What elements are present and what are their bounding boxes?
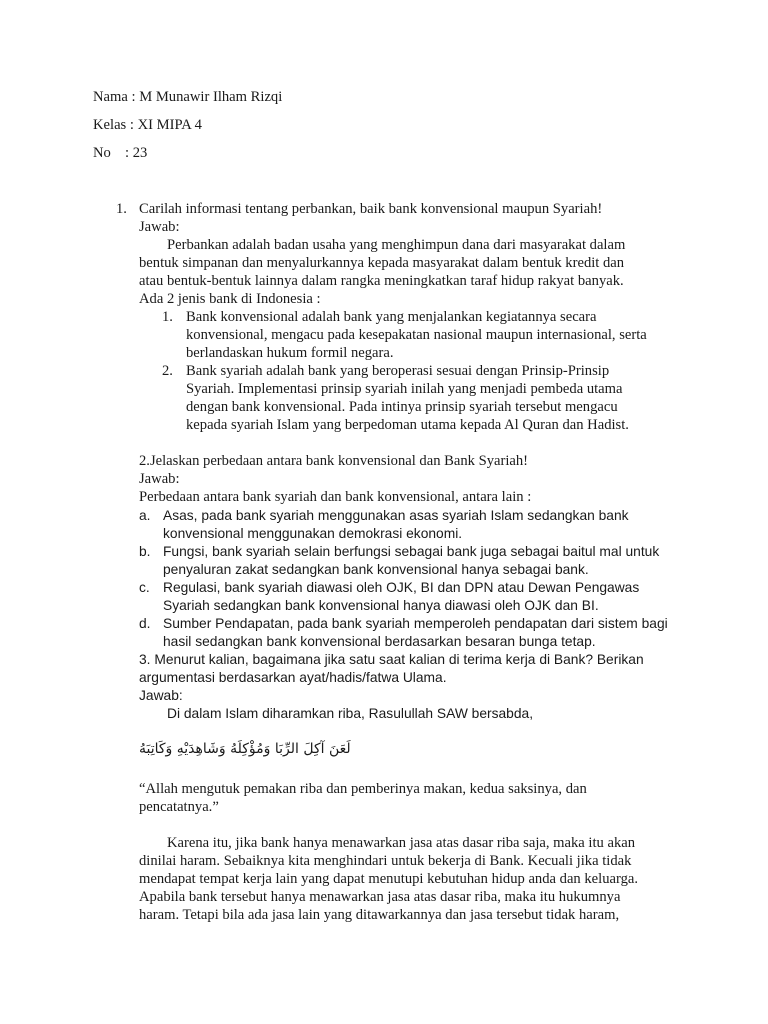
q1-item-number: 2. bbox=[162, 363, 173, 379]
q1-paragraph-line: atau bentuk-bentuk lainnya dalam rangka meningkatkan taraf hidup rakyat banyak. bbox=[139, 273, 624, 289]
q1-item-line: Syariah. Implementasi prinsip syariah inilah yang menjadi pembeda utama bbox=[186, 381, 623, 397]
q1-item-line: berlandaskan hukum formil negara. bbox=[186, 345, 394, 361]
q2-question: 2.Jelaskan perbedaan antara bank konvensional dan Bank Syariah! bbox=[139, 453, 529, 469]
q3-quote-line: pencatatnya.” bbox=[139, 799, 219, 815]
q3-quote-line: “Allah mengutuk pemakan riba dan pemberinya makan, kedua saksinya, dan bbox=[139, 781, 587, 797]
q1-item-line: Bank konvensional adalah bank yang menjalankan kegiatannya secara bbox=[186, 309, 597, 325]
q2-item-line: penyaluran zakat sedangkan bank konvensional hanya sebagai bank. bbox=[163, 562, 589, 577]
q1-item-line: konvensional, mengacu pada kesepakatan nasional maupun internasional, serta bbox=[186, 327, 647, 343]
q1-number: 1. bbox=[116, 201, 127, 217]
q1-item-number: 1. bbox=[162, 309, 173, 325]
q3-question-line: argumentasi berdasarkan ayat/hadis/fatwa Ulama. bbox=[139, 670, 447, 685]
q1-item-line: kepada syariah Islam yang berpedoman utama kepada Al Quran dan Hadist. bbox=[186, 417, 629, 433]
q3-arabic-hadith: لَعَنَ آكِلَ الرِّبَا وَمُؤْكِلَهُ وَشَاهِدَيْهِ وَكَاتِبَهُ bbox=[139, 741, 351, 757]
q2-intro: Perbedaan antara bank syariah dan bank konvensional, antara lain : bbox=[139, 489, 532, 505]
q2-item-letter: c. bbox=[139, 580, 150, 595]
q3-jawab-label: Jawab: bbox=[139, 688, 183, 703]
q3-paragraph-line: dinilai haram. Sebaiknya kita menghindari untuk bekerja di Bank. Kecuali jika tidak bbox=[139, 853, 632, 869]
q2-jawab-label: Jawab: bbox=[139, 471, 180, 487]
q2-item-line: Syariah sedangkan bank konvensional hanya diawasi oleh OJK dan BI. bbox=[163, 598, 599, 613]
q1-item-line: Bank syariah adalah bank yang beroperasi sesuai dengan Prinsip-Prinsip bbox=[186, 363, 610, 379]
q3-question-line: 3. Menurut kalian, bagaimana jika satu saat kalian di terima kerja di Bank? Berikan bbox=[139, 652, 644, 667]
q2-item-letter: d. bbox=[139, 616, 151, 631]
q2-item-line: hasil sedangkan bank konvensional berdasarkan besaran bunga tetap. bbox=[163, 634, 596, 649]
student-number-label: No bbox=[93, 145, 111, 161]
q1-paragraph-line: bentuk simpanan dan menyalurkannya kepada masyarakat dalam bentuk kredit dan bbox=[139, 255, 625, 271]
q1-jawab-label: Jawab: bbox=[139, 219, 180, 235]
q2-item-line: Regulasi, bank syariah diawasi oleh OJK, BI dan DPN atau Dewan Pengawas bbox=[163, 580, 640, 595]
q2-item-line: konvensional menggunakan demokrasi ekonomi. bbox=[163, 526, 463, 541]
q2-item-line: Sumber Pendapatan, pada bank syariah memperoleh pendapatan dari sistem bagi bbox=[163, 616, 668, 631]
q1-bank-types-intro: Ada 2 jenis bank di Indonesia : bbox=[139, 291, 321, 307]
q3-paragraph-line: Karena itu, jika bank hanya menawarkan jasa atas dasar riba saja, maka itu akan bbox=[167, 835, 636, 851]
student-name: Nama : M Munawir Ilham Rizqi bbox=[93, 89, 283, 105]
q2-item-line: Fungsi, bank syariah selain berfungsi sebagai bank juga sebagai baitul mal untuk bbox=[163, 544, 660, 559]
q3-paragraph-line: haram. Tetapi bila ada jasa lain yang ditawarkannya dan jasa tersebut tidak haram, bbox=[139, 907, 620, 923]
student-number bbox=[93, 144, 147, 162]
q3-hadith-intro: Di dalam Islam diharamkan riba, Rasulullah SAW bersabda, bbox=[167, 706, 534, 721]
student-class: Kelas : XI MIPA 4 bbox=[93, 117, 202, 133]
q1-item-line: dengan bank konvensional. Pada intinya prinsip syariah tersebut mengacu bbox=[186, 399, 618, 415]
q2-item-line: Asas, pada bank syariah menggunakan asas syariah Islam sedangkan bank bbox=[163, 508, 629, 523]
q1-question: Carilah informasi tentang perbankan, baik bank konvensional maupun Syariah! bbox=[139, 201, 603, 217]
student-number-value: : 23 bbox=[125, 145, 148, 161]
q3-paragraph-line: Apabila bank tersebut hanya menawarkan jasa atas dasar riba, maka itu hukumnya bbox=[139, 889, 621, 905]
q2-item-letter: a. bbox=[139, 508, 151, 523]
q1-paragraph-line: Perbankan adalah badan usaha yang menghimpun dana dari masyarakat dalam bbox=[167, 237, 626, 253]
q3-paragraph-line: mendapat tempat kerja lain yang dapat menutupi kebutuhan hidup anda dan keluarga. bbox=[139, 871, 638, 887]
q2-item-letter: b. bbox=[139, 544, 151, 559]
